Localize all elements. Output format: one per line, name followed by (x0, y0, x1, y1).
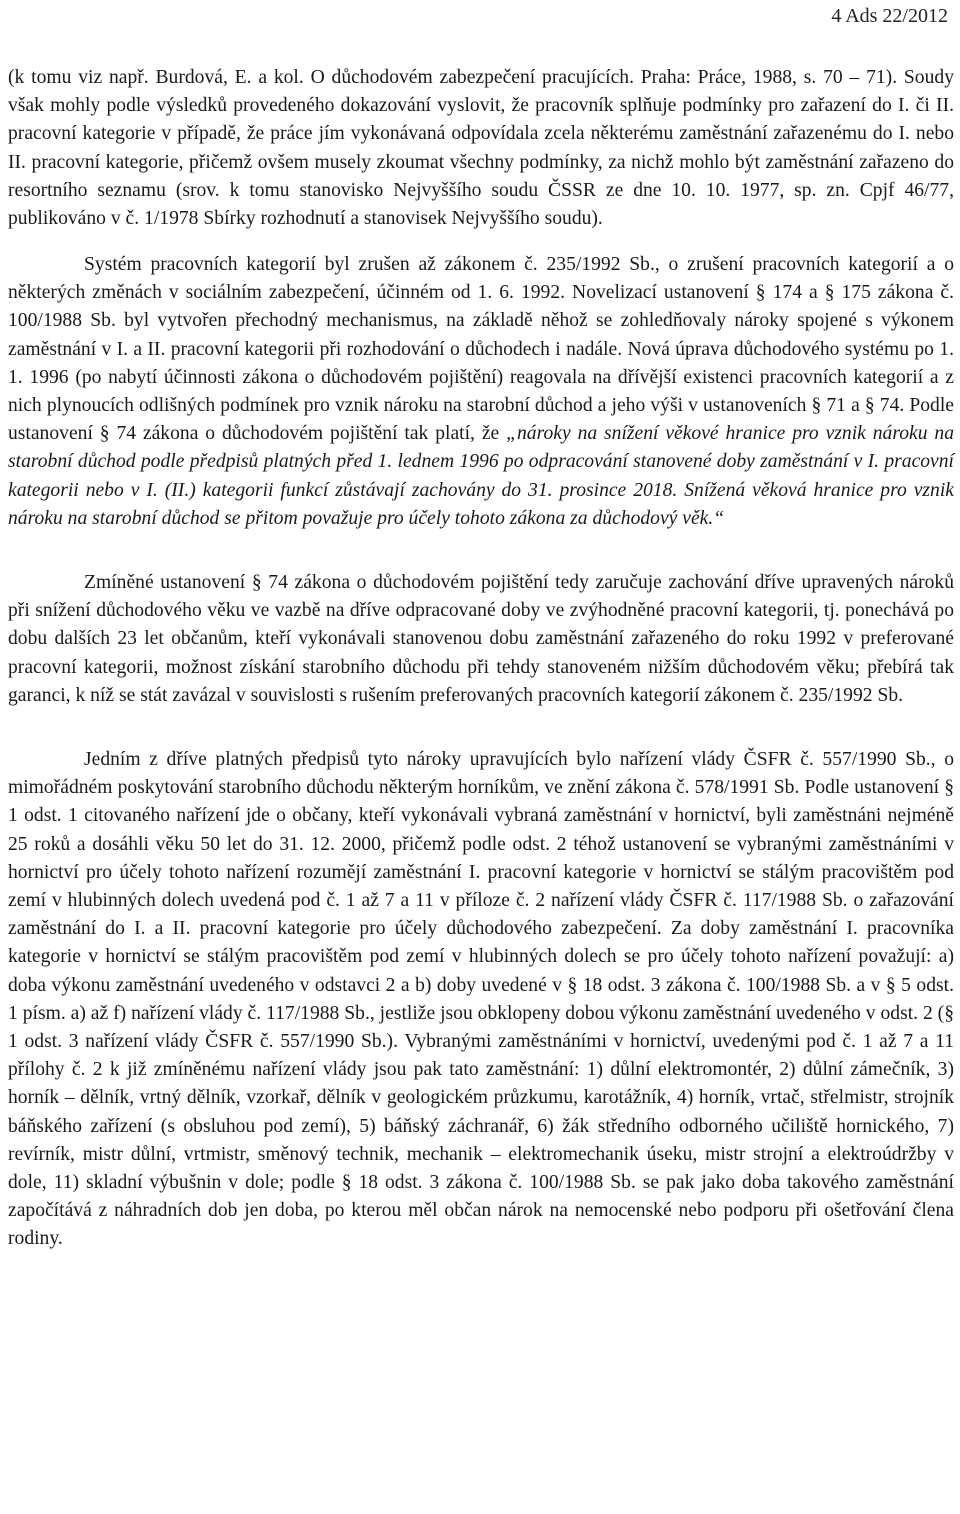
paragraph-2 (8, 251, 954, 533)
case-number-header: 4 Ads 22/2012 (831, 5, 948, 27)
paragraph-2-text: Systém pracovních kategorií byl zrušen až zákonem č. 235/1992 Sb., o zrušení pracovních kategorií a o některých změnách v sociálním zabezpečení, účinném od 1. 6. 1992. Novelizací ustanovení § 174 a § 175 zákona č. 100/1988 Sb. byl vytvořen přechodný mechanismus, na základě něhož se zohledňovaly nároky spojené s výkonem zaměstnání v I. a II. pracovní kategorii při rozhodování o důchodech i nadále. Nová úprava důchodového systému po 1. 1. 1996 (po nabytí účinnosti zákona o důchodovém pojištění) reagovala na dřívější existenci pracovních kategorií a z nich plynoucích odlišných podmínek pro vznik nároku na starobní důchod a jeho výši v ustanoveních § 71 a § 74. Podle ustanovení § 74 zákona o důchodovém pojištění tak platí, že (8, 254, 954, 445)
paragraph-4 (8, 746, 954, 1254)
paragraph-3-text: Zmíněné ustanovení § 74 zákona o důchodovém pojištění tedy zaručuje zachování dříve upravených nároků při snížení důchodového věku ve vazbě na dříve odpracované doby ve zvýhodněné pracovní kategorii, tj. ponechává po dobu dalších 23 let občanům, kteří vykonávali stanovenou dobu zaměstnání zařazeného do roku 1992 v preferované pracovní kategorii, možnost získání starobního důchodu při tehdy stanoveném nižším důchodovém věku; přebírá tak garanci, k níž se stát zavázal v souvislosti s rušením preferovaných pracovních kategorií zákonem č. 235/1992 Sb. (8, 572, 954, 706)
paragraph-3 (8, 569, 954, 710)
paragraph-4-text: Jedním z dříve platných předpisů tyto nároky upravujících bylo nařízení vlády ČSFR č. 557/1990 Sb., o mimořádném poskytování starobního důchodu některým horníkům, ve znění zákona č. 578/1991 Sb. Podle ustanovení § 1 odst. 1 citovaného nařízení jde o občany, kteří vykonávali vybraná zaměstnání v hornictví, byli zaměstnáni nejméně 25 roků a dosáhli věku 50 let do 31. 12. 2000, přičemž podle odst. 2 téhož ustanovení se vybranými zaměstnáními v hornictví pro účely tohoto nařízení rozumějí zaměstnání I. pracovní kategorie v hornictví se stálým pracovištěm pod zemí v hlubinných dolech uvedená pod č. 1 až 7 a 11 v příloze č. 2 nařízení vlády ČSFR č. 117/1988 Sb. o zařazování zaměstnání do I. a II. pracovní kategorie pro účely důchodového zabezpečení. Za doby zaměstnání I. pracovníka kategorie v hornictví se stálým pracovištěm pod zemí v hlubinných dolech se pro účely tohoto nařízení považují: a) doba výkonu zaměstnání uvedeného v odstavci 2 a b) doby uvedené v § 18 odst. 3 zákona č. 100/1988 Sb. a v § 5 odst. 1 písm. a) až f) nařízení vlády č. 117/1988 Sb., jestliže jsou obklopeny dobou výkonu zaměstnání uvedeného v odst. 2 (§ 1 odst. 3 nařízení vlády ČSFR č. 557/1990 Sb.). Vybranými zaměstnáními v hornictví, uvedenými pod č. 1 až 7 a 11 přílohy č. 2 k již zmíněnému nařízení vlády jsou pak tato zaměstnání: 1) důlní elektromontér, 2) důlní zámečník, 3) horník – dělník, vrtný dělník, vzorkař, dělník v geologickém průzkumu, karotážník, 4) horník, vrtač, střelmistr, strojník báňského zařízení (s obsluhou pod zemí), 5) báňský záchranář, 6) žák středního odborného učiliště hornického, 7) revírník, mistr důlní, vrtmistr, směnový technik, mechanik – elektromechanik úseku, mistr strojní a elektroúdržby v dole, 11) skladní výbušnin v dole; podle § 18 odst. 3 zákona č. 100/1988 Sb. se pak jako doba takového zaměstnání započítává z náhradních dob jen doba, po kterou měl občan nárok na nemocenské nebo podporu při ošetřování člena rodiny. (8, 749, 954, 1250)
paragraph-1 (8, 64, 954, 233)
paragraph-1-text: (k tomu viz např. Burdová, E. a kol. O důchodovém zabezpečení pracujících. Praha: Práce, 1988, s. 70 – 71). Soudy však mohly podle výsledků provedeného dokazování vyslovit, že pracovník splňuje podmínky pro zařazení do I. či II. pracovní kategorie v případě, že práce jím vykonávaná odpovídala zcela některému zaměstnání zařazenému do I. nebo II. pracovní kategorie, přičemž ovšem musely zkoumat všechny podmínky, za nichž mohlo být zaměstnání zařazeno do resortního seznamu (srov. k tomu stanovisko Nejvyššího soudu ČSSR ze dne 10. 10. 1977, sp. zn. Cpjf 46/77, publikováno v č. 1/1978 Sbírky rozhodnutí a stanovisek Nejvyššího soudu). (8, 67, 954, 230)
paragraph-2-quote: „nároky na snížení věkové hranice pro vznik nároku na starobní důchod podle předpisů platných před 1. lednem 1996 po odpracování stanovené doby zaměstnání v I. pracovní kategorii nebo v I. (II.) kategorii funkcí zůstávají zachovány do 31. prosince 2018. Snížená věková hranice pro vznik nároku na starobní důchod se přitom považuje pro účely tohoto zákona za důchodový věk.“ (8, 423, 954, 529)
